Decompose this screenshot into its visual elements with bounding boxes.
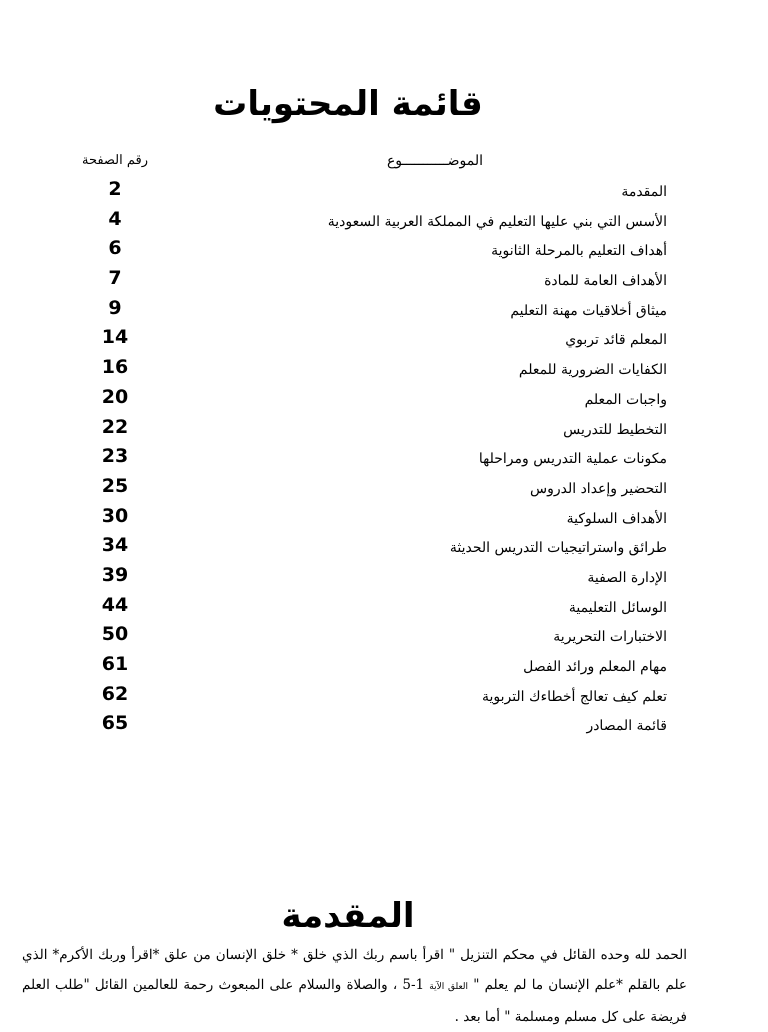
toc-page-number: 4 xyxy=(108,207,122,230)
toc-row xyxy=(0,356,768,386)
toc-row xyxy=(0,505,768,535)
toc-row xyxy=(0,178,768,208)
toc-topic: الاختبارات التحريرية xyxy=(553,629,667,646)
toc-page-number: 20 xyxy=(101,385,129,408)
toc-page-number: 61 xyxy=(101,653,129,675)
toc-topic: الوسائل التعليمية xyxy=(568,599,667,616)
toc-page-number: 44 xyxy=(101,593,129,616)
toc-page-number: 23 xyxy=(101,445,129,468)
intro-title: المقدمة xyxy=(281,896,415,936)
toc-row xyxy=(0,208,768,238)
toc-page-number: 65 xyxy=(101,712,129,735)
intro-verse-reference: العلق الآية xyxy=(429,982,469,992)
toc-row xyxy=(0,386,768,416)
toc-page-number: 34 xyxy=(101,534,129,557)
toc-topic: مهام المعلم ورائد الفصل xyxy=(523,659,667,675)
toc-list xyxy=(0,178,768,742)
toc-header-page-number: رقم الصفحة xyxy=(81,153,149,168)
toc-page-number: 6 xyxy=(108,237,122,260)
toc-page-number: 39 xyxy=(101,563,129,586)
toc-topic: واجبات المعلم xyxy=(584,391,667,408)
toc-row xyxy=(0,475,768,505)
toc-row xyxy=(0,653,768,683)
toc-topic: الأهداف السلوكية xyxy=(566,510,667,527)
toc-page-number: 25 xyxy=(101,474,129,497)
toc-topic: التحضير وإعداد الدروس xyxy=(530,480,667,497)
toc-row xyxy=(0,445,768,475)
intro-paragraph xyxy=(22,940,687,1032)
toc-page-number: 14 xyxy=(101,326,129,349)
toc-topic: الكفايات الضرورية للمعلم xyxy=(518,362,667,379)
toc-row xyxy=(0,534,768,564)
toc-page-number: 50 xyxy=(101,623,129,646)
toc-topic: قائمة المصادر xyxy=(586,718,667,735)
toc-row xyxy=(0,326,768,356)
toc-topic: تعلم كيف تعالج أخطاءك التربوية xyxy=(481,688,667,705)
toc-header-topic: الموضـــــــــــوع xyxy=(386,153,484,169)
intro-text-part1: الحمد لله وحده القائل في محكم التنزيل " اقرأ باسم ربك الذي خلق * خلق الإنسان من علق *اقرأ وربك الأكرم* الذي علم بالقلم *علم الإنسان ما لم يعلم " xyxy=(22,947,687,993)
toc-row xyxy=(0,683,768,713)
toc-topic: مكونات عملية التدريس ومراحلها xyxy=(478,451,667,468)
toc-page-number: 16 xyxy=(101,356,129,379)
toc-topic: الإدارة الصفية xyxy=(587,569,667,586)
toc-row xyxy=(0,712,768,742)
toc-row xyxy=(0,267,768,297)
toc-page-number: 22 xyxy=(101,415,129,438)
intro-text-part2: 1-5 ، والصلاة والسلام على المبعوث رحمة للعالمين القائل "طلب العلم فريضة على كل مسلم ومسلمة " أما بعد . xyxy=(22,977,687,1025)
toc-topic: الأسس التي بني عليها التعليم في المملكة العربية السعودية xyxy=(327,213,667,230)
toc-topic: ميثاق أخلاقيات مهنة التعليم xyxy=(510,302,667,319)
toc-page-number: 30 xyxy=(101,504,129,527)
toc-topic: طرائق واستراتيجيات التدريس الحديثة xyxy=(449,540,667,557)
toc-topic: الأهداف العامة للمادة xyxy=(544,273,667,290)
toc-row xyxy=(0,564,768,594)
toc-topic: المعلم قائد تربوي xyxy=(565,332,667,349)
toc-row xyxy=(0,237,768,267)
toc-topic: أهداف التعليم بالمرحلة الثانوية xyxy=(491,243,667,260)
toc-topic: المقدمة xyxy=(621,184,667,200)
toc-row xyxy=(0,623,768,653)
toc-row xyxy=(0,594,768,624)
toc-page-number: 2 xyxy=(108,178,122,200)
toc-page-number: 62 xyxy=(101,682,129,705)
toc-row xyxy=(0,416,768,446)
toc-topic: التخطيط للتدريس xyxy=(563,421,667,438)
toc-title: قائمة المحتويات xyxy=(213,84,483,124)
toc-page-number: 7 xyxy=(108,267,122,290)
toc-row xyxy=(0,297,768,327)
toc-page-number: 9 xyxy=(108,296,122,319)
